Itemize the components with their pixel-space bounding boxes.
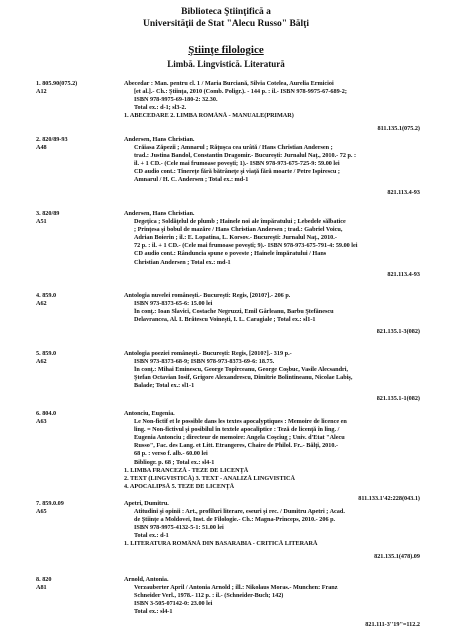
entry-udc-index: 821.113.4-93: [387, 270, 420, 278]
entry-line: CD audio cont.: Rânduncia spune o poveste ; Hainele împăratului / Hans: [134, 250, 327, 258]
entry-line: Andersen, Hans Christian.: [124, 136, 195, 143]
entry-classification: 6. 804.0: [36, 410, 57, 417]
entry-line: ISBN 973-8373-68-9; ISBN 978-973-8373-69-6: 18.75.: [134, 358, 275, 366]
entry-line: Total ex.: sl4-1: [134, 608, 173, 616]
entry-line: Christian Andersen ; Total ex.: md-1: [134, 258, 231, 266]
entry-udc-index: 821.113.4-93: [387, 188, 420, 196]
entry-line: Balade; Total ex.: sl1-1: [134, 382, 195, 390]
entry-line: Total ex.: d-1; sl3-2.: [134, 104, 187, 112]
entry-udc-index: 811.133.1'42:228(043.1): [358, 495, 420, 502]
entry-line: 1. LIMBA FRANCEZĂ - TEZE DE LICENŢĂ: [124, 466, 249, 474]
entry-author-code: A51: [36, 218, 47, 226]
entry-line: Adrian Boierin ; il.: E. Lopatina, L. Korsov.- Bucureşti: Jurnalul Naţ., 2010.-: [134, 234, 337, 242]
library-name-line1: Biblioteca Ştiinţifică a: [181, 7, 271, 17]
entry-line: ISBN 978-9975-69-180-2: 32.30.: [134, 96, 218, 104]
entry-classification: 4. 859.0: [36, 292, 57, 299]
entry-line: Bibliogr. p. 68 ; Total ex.: sl4-1: [134, 458, 215, 466]
entry-line: ling. = Non-fictivul şi posibilul în textele apocaliptice : Teză de licenţă în ling. /: [134, 426, 340, 434]
subsection-title: Limbă. Lingvistică. Literatură: [167, 59, 285, 69]
entry-line: ISBN 973-8373-65-6: 15.00 lei: [134, 300, 213, 308]
entry-line: ISBN 978-9975-4132-5-1: 51.00 lei: [134, 524, 224, 532]
entry-line: ; Prinţesa şi bobul de mazăre / Hans Christian Andersen ; trad.: Gabriel Voicu,: [134, 226, 343, 234]
entry-author-code: A81: [36, 584, 47, 592]
entry-udc-index: 821.135.1-1(082): [376, 394, 420, 402]
entry-line: Antologia poeziei româneşti.- Bucureşti: Regis, [2010?].- 319 p.-: [124, 350, 292, 357]
entry-line: Crăiasa Zăpezii ; Amnarul ; Răţuşca cea urâtă / Hans Christian Andersen ;: [134, 144, 333, 152]
entry-line: 4. APOCALIPSĂ 5. TEZE DE LICENŢĂ: [124, 482, 235, 490]
entry-description: [124, 410, 420, 491]
entry-line: Ştefan Octavian Iosif, Grigore Alexandrescu, Dimitrie Bolintineanu, Nicolae Labiş,: [134, 374, 353, 382]
entry-author-code: A62: [36, 358, 47, 366]
entry-line: Total ex.: d-1: [134, 532, 169, 540]
entry-line: Le Non-fictif et le possible dans les textes apocalyptiques : Memoire de licence en: [134, 418, 347, 426]
entry-line: Antonciu, Eugenia.: [124, 410, 175, 417]
entry-classification: 5. 859.0: [36, 350, 57, 357]
entry-udc-index: 811.135.1(075.2): [377, 124, 420, 132]
entry-line: În conţ.: Ioan Slavici, Costache Negruzzi, Emil Gârleanu, Barbu Ştefănescu: [134, 308, 334, 316]
section-title: Ştiinţe filologice: [188, 44, 264, 56]
entry-line: Andersen, Hans Christian.: [124, 210, 195, 217]
entry-author-code: A48: [36, 144, 47, 152]
entry-udc-index: 821.135.1(478).09: [374, 552, 420, 560]
entry-classification: 1. 805.90(075.2): [36, 80, 78, 87]
entry-description: [124, 350, 420, 390]
entry-line: 72 p. : il. + 1 CD.- (Cele mai frumoase poveşti; 9).- ISBN 978-973-675-791-4: 59.00 lei: [134, 242, 358, 250]
entry-line: Apetri, Dumitru.: [124, 500, 169, 507]
entry-line: ISBN 3-505-07142-0: 23.00 lei: [134, 600, 213, 608]
entry-line: [et al.].- Ch.: Ştiinţa, 2010 (Comb. Poligr.). - 144 p. : il.- ISBN 978-9975-67-689-2;: [134, 88, 347, 96]
entry-author-code: A65: [36, 508, 47, 516]
entry-line: il. + 1 CD.- (Cele mai frumoase poveşti; 1).- ISBN 978-973-675-725-9: 59.00 lei: [134, 160, 340, 168]
entry-description: [124, 80, 420, 120]
entry-line: 2. TEXT (LINGVISTICĂ) 3. TEXT - ANALIZĂ LINGVISTICĂ: [124, 474, 295, 482]
entry-line: 1. ABECEDARE 2. LIMBA ROMÂNĂ - MANUALE(PRIMAR): [124, 112, 294, 120]
entry-author-code: A12: [36, 88, 47, 96]
entry-description: [124, 500, 420, 549]
entry-line: de Ştiinţe a Moldovei, Inst. de Filologie.- Ch.: Magna-Princeps, 2010.- 206 p.: [134, 516, 336, 524]
entry-line: Antologia nuvelei româneşti.- Bucureşti: Regis, [2010?].- 206 p.: [124, 292, 291, 299]
entry-line: Amnarul / H. C. Andersen ; Total ex.: md-1: [134, 176, 249, 184]
entry-line: Degeţica ; Soldăţelul de plumb ; Hainele noi ale împăratului ; Lebedele sălbatice: [134, 218, 346, 226]
entry-author-code: A63: [36, 418, 47, 426]
entry-line: Delavrancea, Al. I. Brătescu Voineşti, I. L. Caragiale ; Total ex.: sl1-1: [134, 316, 316, 324]
entry-line: Atitudini şi opinii : Art., profiluri literare, eseuri şi rec. / Dumitru Apetri ; Acad.: [134, 508, 345, 516]
entry-line: Arnold, Antonia.: [124, 576, 169, 583]
entry-line: Verzauberter April / Antonia Arnold ; ill.: Nikolaus Moras.- Munchen: Franz: [134, 584, 338, 592]
entry-classification: 3. 820/89: [36, 210, 60, 217]
entry-description: [124, 576, 420, 616]
entry-description: [124, 210, 420, 267]
entry-line: Abecedar : Man. pentru cl. 1 / Maria Burciană, Silvia Cotelea, Aurelia Ermicioi: [124, 80, 334, 87]
entry-classification: 7. 859.0.09: [36, 500, 64, 507]
entry-author-code: A62: [36, 300, 47, 308]
entry-classification: 2. 820/89-93: [36, 136, 68, 143]
entry-description: [124, 292, 420, 324]
entry-line: trad.: Justina Bandol, Constantin Dragomir.- Bucureşti: Jurnalul Naţ., 2010.- 72 p. :: [134, 152, 357, 160]
entry-line: Eugenia Antonciu ; directeur de memoire: Angela Coşciug ; Univ. d'Etat "Alecu: [134, 434, 345, 442]
entry-line: 68 p. : verso f. alb.- 60.00 lei: [134, 450, 208, 458]
entry-udc-index: 821.111-3''19''=112.2: [365, 620, 420, 628]
entry-line: În conţ.: Mihai Eminescu, George Topîrceanu, George Coşbuc, Vasile Alecsandri,: [134, 366, 349, 374]
library-name-line2: Universităţii de Stat "Alecu Russo" Bălţi: [143, 19, 309, 29]
entry-line: 1. LITERATURA ROMÂNĂ DIN BASARABIA - CRITICĂ LITERARĂ: [124, 540, 318, 548]
entry-classification: 8. 820: [36, 576, 52, 583]
entry-line: Russo", Fac. des Lang. et Litt. Etrangeres, Chaire de Philol. Fr..- Bălţi, 2010.-: [134, 442, 339, 450]
entry-description: [124, 136, 420, 185]
entry-udc-index: 821.135.1-3(082): [376, 328, 420, 336]
entry-line: CD audio cont.: Tinereţe fără bătrâneţe şi viaţă fără moarte / Petre Ispirescu ;: [134, 168, 340, 176]
entry-line: Schneider Verl., 1978.- 112 p. : il.- (Schneider-Buch; 142): [134, 592, 284, 600]
